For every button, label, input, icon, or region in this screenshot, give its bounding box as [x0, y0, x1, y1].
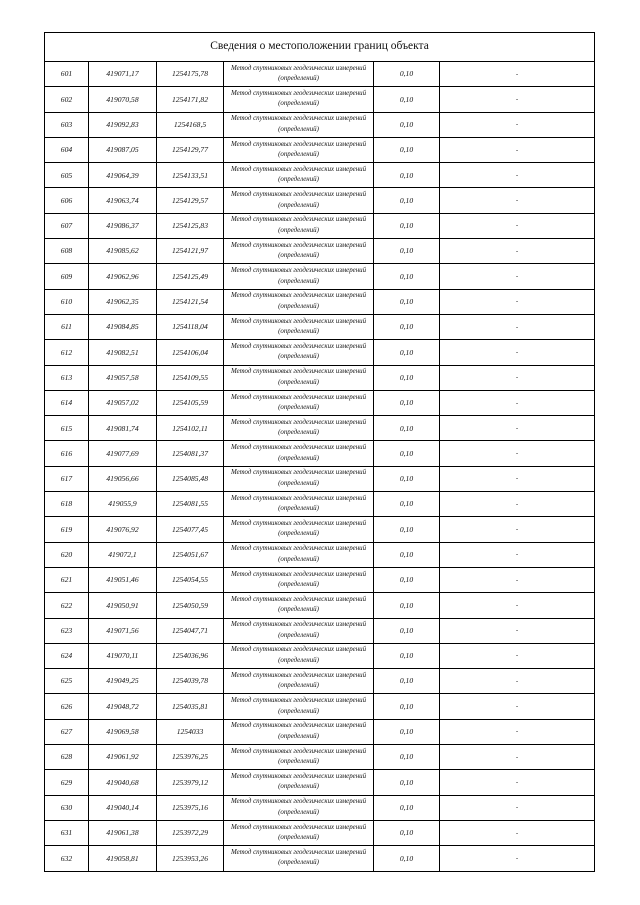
point-number-cell: 627 — [45, 719, 89, 744]
point-number-cell: 601 — [45, 62, 89, 87]
point-number-cell: 615 — [45, 416, 89, 441]
accuracy-cell: 0,10 — [374, 517, 440, 542]
coord-y-cell: 1254081,37 — [157, 441, 224, 466]
table-row — [45, 163, 595, 188]
coord-y-cell: 1254133,51 — [157, 163, 224, 188]
table-row — [45, 542, 595, 567]
table-row — [45, 213, 595, 238]
point-number-cell: 622 — [45, 593, 89, 618]
table-row — [45, 466, 595, 491]
method-cell: Метод спутниковых геодезических измерений (определений) — [224, 618, 374, 643]
point-number-cell: 626 — [45, 694, 89, 719]
note-cell: - — [440, 365, 595, 390]
coord-y-cell: 1253979,12 — [157, 770, 224, 795]
point-number-cell: 623 — [45, 618, 89, 643]
coord-x-cell: 419070,58 — [89, 87, 157, 112]
coord-y-cell: 1254121,97 — [157, 239, 224, 264]
method-cell: Метод спутниковых геодезических измерений (определений) — [224, 213, 374, 238]
coord-x-cell: 419057,02 — [89, 390, 157, 415]
method-cell: Метод спутниковых геодезических измерений (определений) — [224, 643, 374, 668]
coord-x-cell: 419056,66 — [89, 466, 157, 491]
accuracy-cell: 0,10 — [374, 163, 440, 188]
coord-x-cell: 419062,35 — [89, 289, 157, 314]
accuracy-cell: 0,10 — [374, 137, 440, 162]
table-row — [45, 669, 595, 694]
point-number-cell: 617 — [45, 466, 89, 491]
table-row — [45, 87, 595, 112]
method-cell: Метод спутниковых геодезических измерений (определений) — [224, 314, 374, 339]
coord-x-cell: 419061,38 — [89, 820, 157, 845]
note-cell: - — [440, 542, 595, 567]
table-row — [45, 618, 595, 643]
note-cell: - — [440, 239, 595, 264]
coord-x-cell: 419048,72 — [89, 694, 157, 719]
table-row — [45, 340, 595, 365]
method-cell: Метод спутниковых геодезических измерений (определений) — [224, 87, 374, 112]
note-cell: - — [440, 820, 595, 845]
point-number-cell: 625 — [45, 669, 89, 694]
coord-x-cell: 419040,14 — [89, 795, 157, 820]
coord-x-cell: 419081,74 — [89, 416, 157, 441]
coord-y-cell: 1254050,59 — [157, 593, 224, 618]
note-cell: - — [440, 593, 595, 618]
accuracy-cell: 0,10 — [374, 441, 440, 466]
coord-x-cell: 419076,92 — [89, 517, 157, 542]
coord-y-cell: 1254047,71 — [157, 618, 224, 643]
table-row — [45, 820, 595, 845]
coord-y-cell: 1254125,49 — [157, 264, 224, 289]
accuracy-cell: 0,10 — [374, 820, 440, 845]
method-cell: Метод спутниковых геодезических измерений (определений) — [224, 770, 374, 795]
point-number-cell: 620 — [45, 542, 89, 567]
note-cell: - — [440, 441, 595, 466]
coord-x-cell: 419087,05 — [89, 137, 157, 162]
note-cell: - — [440, 163, 595, 188]
accuracy-cell: 0,10 — [374, 745, 440, 770]
accuracy-cell: 0,10 — [374, 719, 440, 744]
point-number-cell: 624 — [45, 643, 89, 668]
accuracy-cell: 0,10 — [374, 593, 440, 618]
coord-y-cell: 1253976,25 — [157, 745, 224, 770]
table-row — [45, 643, 595, 668]
method-cell: Метод спутниковых геодезических измерений (определений) — [224, 517, 374, 542]
coord-y-cell: 1254121,54 — [157, 289, 224, 314]
coord-x-cell: 419092,83 — [89, 112, 157, 137]
coord-y-cell: 1254129,77 — [157, 137, 224, 162]
note-cell: - — [440, 87, 595, 112]
coord-y-cell: 1254077,45 — [157, 517, 224, 542]
accuracy-cell: 0,10 — [374, 264, 440, 289]
point-number-cell: 603 — [45, 112, 89, 137]
coord-y-cell: 1254102,11 — [157, 416, 224, 441]
coord-x-cell: 419086,37 — [89, 213, 157, 238]
accuracy-cell: 0,10 — [374, 567, 440, 592]
coord-x-cell: 419050,91 — [89, 593, 157, 618]
coord-x-cell: 419061,92 — [89, 745, 157, 770]
note-cell: - — [440, 567, 595, 592]
point-number-cell: 611 — [45, 314, 89, 339]
coord-x-cell: 419049,25 — [89, 669, 157, 694]
point-number-cell: 609 — [45, 264, 89, 289]
point-number-cell: 630 — [45, 795, 89, 820]
note-cell: - — [440, 719, 595, 744]
accuracy-cell: 0,10 — [374, 466, 440, 491]
coord-x-cell: 419069,58 — [89, 719, 157, 744]
point-number-cell: 616 — [45, 441, 89, 466]
table-row — [45, 795, 595, 820]
coord-y-cell: 1254035,81 — [157, 694, 224, 719]
point-number-cell: 629 — [45, 770, 89, 795]
table-row — [45, 365, 595, 390]
coord-x-cell: 419062,96 — [89, 264, 157, 289]
note-cell: - — [440, 340, 595, 365]
note-cell: - — [440, 289, 595, 314]
table-title-row — [45, 33, 595, 62]
note-cell: - — [440, 416, 595, 441]
accuracy-cell: 0,10 — [374, 618, 440, 643]
accuracy-cell: 0,10 — [374, 390, 440, 415]
method-cell: Метод спутниковых геодезических измерений (определений) — [224, 795, 374, 820]
accuracy-cell: 0,10 — [374, 770, 440, 795]
method-cell: Метод спутниковых геодезических измерений (определений) — [224, 390, 374, 415]
note-cell: - — [440, 466, 595, 491]
coord-y-cell: 1254125,83 — [157, 213, 224, 238]
method-cell: Метод спутниковых геодезических измерений (определений) — [224, 264, 374, 289]
coord-x-cell: 419071,56 — [89, 618, 157, 643]
coord-y-cell: 1254109,55 — [157, 365, 224, 390]
note-cell: - — [440, 492, 595, 517]
coord-x-cell: 419072,1 — [89, 542, 157, 567]
accuracy-cell: 0,10 — [374, 314, 440, 339]
coord-y-cell: 1254106,04 — [157, 340, 224, 365]
table-row — [45, 239, 595, 264]
method-cell: Метод спутниковых геодезических измерений (определений) — [224, 694, 374, 719]
accuracy-cell: 0,10 — [374, 289, 440, 314]
table-row — [45, 745, 595, 770]
coord-x-cell: 419085,62 — [89, 239, 157, 264]
point-number-cell: 632 — [45, 846, 89, 871]
method-cell: Метод спутниковых геодезических измерений (определений) — [224, 289, 374, 314]
accuracy-cell: 0,10 — [374, 112, 440, 137]
coord-y-cell: 1254085,48 — [157, 466, 224, 491]
document-sheet — [44, 32, 594, 872]
table-row — [45, 289, 595, 314]
note-cell: - — [440, 618, 595, 643]
accuracy-cell: 0,10 — [374, 669, 440, 694]
coord-x-cell: 419084,85 — [89, 314, 157, 339]
point-number-cell: 605 — [45, 163, 89, 188]
table-row — [45, 846, 595, 871]
table-row — [45, 694, 595, 719]
coord-x-cell: 419063,74 — [89, 188, 157, 213]
method-cell: Метод спутниковых геодезических измерений (определений) — [224, 441, 374, 466]
table-row — [45, 314, 595, 339]
accuracy-cell: 0,10 — [374, 795, 440, 820]
accuracy-cell: 0,10 — [374, 694, 440, 719]
coord-y-cell: 1254051,67 — [157, 542, 224, 567]
method-cell: Метод спутниковых геодезических измерений (определений) — [224, 239, 374, 264]
note-cell: - — [440, 314, 595, 339]
coord-x-cell: 419051,46 — [89, 567, 157, 592]
note-cell: - — [440, 137, 595, 162]
coord-x-cell: 419057,58 — [89, 365, 157, 390]
coord-x-cell: 419055,9 — [89, 492, 157, 517]
accuracy-cell: 0,10 — [374, 62, 440, 87]
coord-y-cell: 1254054,55 — [157, 567, 224, 592]
accuracy-cell: 0,10 — [374, 239, 440, 264]
point-number-cell: 621 — [45, 567, 89, 592]
point-number-cell: 631 — [45, 820, 89, 845]
table-row — [45, 441, 595, 466]
accuracy-cell: 0,10 — [374, 846, 440, 871]
note-cell: - — [440, 62, 595, 87]
table-row — [45, 770, 595, 795]
coord-y-cell: 1254118,04 — [157, 314, 224, 339]
note-cell: - — [440, 669, 595, 694]
boundary-table — [44, 32, 595, 872]
note-cell: - — [440, 770, 595, 795]
table-row — [45, 188, 595, 213]
note-cell: - — [440, 517, 595, 542]
coord-x-cell: 419070,11 — [89, 643, 157, 668]
table-row — [45, 517, 595, 542]
table-title: Сведения о местоположении границ объекта — [45, 33, 595, 62]
point-number-cell: 628 — [45, 745, 89, 770]
accuracy-cell: 0,10 — [374, 213, 440, 238]
point-number-cell: 604 — [45, 137, 89, 162]
note-cell: - — [440, 112, 595, 137]
note-cell: - — [440, 213, 595, 238]
point-number-cell: 619 — [45, 517, 89, 542]
accuracy-cell: 0,10 — [374, 340, 440, 365]
accuracy-cell: 0,10 — [374, 643, 440, 668]
method-cell: Метод спутниковых геодезических измерений (определений) — [224, 137, 374, 162]
table-row — [45, 416, 595, 441]
note-cell: - — [440, 264, 595, 289]
point-number-cell: 612 — [45, 340, 89, 365]
table-row — [45, 567, 595, 592]
point-number-cell: 602 — [45, 87, 89, 112]
method-cell: Метод спутниковых геодезических измерений (определений) — [224, 163, 374, 188]
table-row — [45, 492, 595, 517]
method-cell: Метод спутниковых геодезических измерений (определений) — [224, 365, 374, 390]
table-row — [45, 390, 595, 415]
coord-x-cell: 419064,39 — [89, 163, 157, 188]
method-cell: Метод спутниковых геодезических измерений (определений) — [224, 542, 374, 567]
method-cell: Метод спутниковых геодезических измерений (определений) — [224, 492, 374, 517]
point-number-cell: 613 — [45, 365, 89, 390]
coord-y-cell: 1254175,78 — [157, 62, 224, 87]
table-row — [45, 264, 595, 289]
note-cell: - — [440, 694, 595, 719]
note-cell: - — [440, 188, 595, 213]
coord-y-cell: 1253975,16 — [157, 795, 224, 820]
table-row — [45, 137, 595, 162]
coord-y-cell: 1254168,5 — [157, 112, 224, 137]
accuracy-cell: 0,10 — [374, 188, 440, 213]
point-number-cell: 614 — [45, 390, 89, 415]
coord-y-cell: 1254105,59 — [157, 390, 224, 415]
coord-x-cell: 419071,17 — [89, 62, 157, 87]
accuracy-cell: 0,10 — [374, 365, 440, 390]
method-cell: Метод спутниковых геодезических измерений (определений) — [224, 188, 374, 213]
coord-x-cell: 419077,69 — [89, 441, 157, 466]
accuracy-cell: 0,10 — [374, 87, 440, 112]
coord-y-cell: 1254039,78 — [157, 669, 224, 694]
table-row — [45, 719, 595, 744]
method-cell: Метод спутниковых геодезических измерений (определений) — [224, 567, 374, 592]
point-number-cell: 618 — [45, 492, 89, 517]
coord-y-cell: 1254033 — [157, 719, 224, 744]
coord-y-cell: 1254036,96 — [157, 643, 224, 668]
point-number-cell: 608 — [45, 239, 89, 264]
table-row — [45, 593, 595, 618]
accuracy-cell: 0,10 — [374, 416, 440, 441]
coord-x-cell: 419058,81 — [89, 846, 157, 871]
method-cell: Метод спутниковых геодезических измерений (определений) — [224, 112, 374, 137]
note-cell: - — [440, 390, 595, 415]
method-cell: Метод спутниковых геодезических измерений (определений) — [224, 820, 374, 845]
table-row — [45, 62, 595, 87]
method-cell: Метод спутниковых геодезических измерений (определений) — [224, 62, 374, 87]
point-number-cell: 610 — [45, 289, 89, 314]
coord-y-cell: 1254081,55 — [157, 492, 224, 517]
note-cell: - — [440, 745, 595, 770]
method-cell: Метод спутниковых геодезических измерений (определений) — [224, 416, 374, 441]
table-row — [45, 112, 595, 137]
note-cell: - — [440, 846, 595, 871]
coord-y-cell: 1254129,57 — [157, 188, 224, 213]
method-cell: Метод спутниковых геодезических измерений (определений) — [224, 669, 374, 694]
method-cell: Метод спутниковых геодезических измерений (определений) — [224, 719, 374, 744]
method-cell: Метод спутниковых геодезических измерений (определений) — [224, 593, 374, 618]
coord-y-cell: 1254171,82 — [157, 87, 224, 112]
method-cell: Метод спутниковых геодезических измерений (определений) — [224, 340, 374, 365]
coord-y-cell: 1253953,26 — [157, 846, 224, 871]
accuracy-cell: 0,10 — [374, 542, 440, 567]
note-cell: - — [440, 795, 595, 820]
method-cell: Метод спутниковых геодезических измерений (определений) — [224, 846, 374, 871]
accuracy-cell: 0,10 — [374, 492, 440, 517]
method-cell: Метод спутниковых геодезических измерений (определений) — [224, 745, 374, 770]
point-number-cell: 606 — [45, 188, 89, 213]
coord-x-cell: 419082,51 — [89, 340, 157, 365]
coord-y-cell: 1253972,29 — [157, 820, 224, 845]
method-cell: Метод спутниковых геодезических измерений (определений) — [224, 466, 374, 491]
note-cell: - — [440, 643, 595, 668]
point-number-cell: 607 — [45, 213, 89, 238]
coord-x-cell: 419040,68 — [89, 770, 157, 795]
